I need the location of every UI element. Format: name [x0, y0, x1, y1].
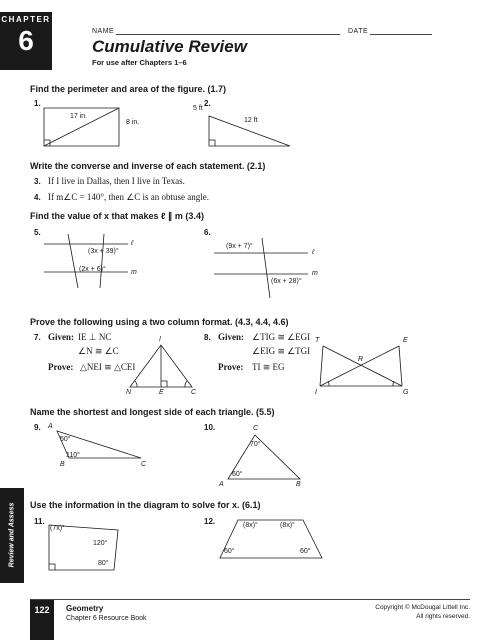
problem-number: 1. [34, 99, 41, 108]
problem-number: 8. [204, 333, 211, 342]
section-heading-solve-x: Use the information in the diagram to solve for x. (6.1) [30, 500, 261, 510]
point-label-c: C [253, 425, 259, 432]
proof-8-prove-label: Prove: [218, 362, 244, 372]
figure-2-leg-label: 5 ft [193, 105, 203, 112]
figure-12-angle-3: 60° [224, 548, 235, 555]
figure-9-angle-b: 110° [66, 452, 80, 459]
proof-8-given-label: Given: [218, 332, 244, 342]
point-label-n: N [126, 389, 132, 396]
problem-number: 5. [34, 228, 41, 237]
figure-12-angle-2: (8x)° [280, 522, 295, 529]
page-subtitle: For use after Chapters 1–6 [92, 58, 187, 67]
section-heading-converse: Write the converse and inverse of each statement. (2.1) [30, 161, 266, 171]
proof-7-given-label: Given: [48, 332, 74, 342]
figure-5-angle-a: (3x + 39)° [88, 248, 119, 255]
point-label-e: E [403, 337, 408, 344]
figure-6-line-l: ℓ [312, 249, 315, 256]
problem-number: 6. [204, 228, 211, 237]
page-title: Cumulative Review [92, 37, 247, 56]
figure-9-angle-a: 50° [60, 436, 71, 443]
footer-divider [30, 599, 470, 600]
problem-number: 2. [204, 99, 211, 108]
point-label-i: I [315, 389, 317, 396]
footer-copyright: Copyright © McDougal Littell Inc. [375, 604, 470, 611]
proof-7-given-1: IE ⊥ NC [78, 332, 112, 342]
problem-number: 12. [204, 517, 216, 526]
figure-11-angle-1: (7x)° [50, 525, 65, 532]
point-label-a: A [219, 481, 224, 488]
date-label: DATE [348, 28, 369, 35]
figure-10-angle-a: 60° [232, 471, 243, 478]
point-label-c: C [191, 389, 197, 396]
point-label-b: B [296, 481, 301, 488]
point-label-a: A [48, 423, 53, 430]
section-heading-perimeter: Find the perimeter and area of the figure. (1.7) [30, 84, 227, 94]
footer-rights: All rights reserved. [416, 613, 470, 620]
section-heading-triangle-sides: Name the shortest and longest side of each triangle. (5.5) [30, 407, 275, 417]
point-label-i: I [159, 336, 161, 343]
problem-number: 3. [34, 177, 41, 186]
point-label-t: T [315, 337, 320, 344]
chapter-number: 6 [18, 25, 34, 56]
problem-number: 10. [204, 423, 216, 432]
point-label-c: C [141, 461, 147, 468]
figure-2-hyp-label: 12 ft [244, 117, 258, 124]
figure-11-angle-2: 120° [93, 540, 108, 547]
point-label-b: B [60, 461, 65, 468]
figure-6-angle-b: (6x + 28)° [271, 278, 302, 285]
figure-1-length-label: 17 in. [70, 113, 88, 120]
proof-7-given-2: ∠N ≅ ∠C [78, 346, 119, 356]
footer-resource: Chapter 6 Resource Book [66, 615, 147, 622]
proof-7-prove-label: Prove: [48, 362, 74, 372]
name-label: NAME [92, 28, 115, 35]
proof-8-prove: TI ≅ EG [252, 362, 285, 372]
problem-number: 9. [34, 423, 41, 432]
statement-4: If m∠C = 140°, then ∠C is an obtuse angle. [48, 192, 210, 202]
figure-6-line-m: m [312, 270, 318, 277]
proof-8-given-1: ∠TIG ≅ ∠EGI [252, 332, 311, 342]
figure-1-width-label: 8 in. [126, 119, 140, 126]
figure-5-angle-b: (2x + 6)° [79, 266, 106, 273]
side-tab-label: Review and Assess [8, 502, 16, 568]
problem-number: 7. [34, 333, 41, 342]
statement-3: If I live in Dallas, then I live in Texas. [48, 176, 185, 186]
proof-8-given-2: ∠EIG ≅ ∠TGI [252, 346, 311, 356]
figure-11-angle-3: 80° [98, 560, 109, 567]
page-number: 122 [30, 600, 54, 640]
footer-book: Geometry [66, 604, 104, 613]
section-heading-proofs: Prove the following using a two column format. (4.3, 4.4, 4.6) [30, 317, 289, 327]
figure-6-angle-a: (9x + 7)° [226, 243, 253, 250]
point-label-r: R [358, 356, 364, 363]
problem-number: 11. [34, 517, 45, 526]
section-heading-parallel: Find the value of x that makes ℓ ∥ m (3.4) [30, 211, 204, 221]
figure-10-angle-c: 70° [250, 441, 261, 448]
point-label-g: G [403, 389, 409, 396]
chapter-word: CHAPTER [1, 15, 51, 24]
figure-5-line-m: m [131, 269, 137, 276]
problem-number: 4. [34, 193, 41, 202]
proof-7-prove: △NEI ≅ △CEI [80, 362, 136, 372]
figure-12-angle-4: 60° [300, 548, 311, 555]
figure-5-line-l: ℓ [131, 240, 134, 247]
figure-12-angle-1: (8x)° [243, 522, 258, 529]
point-label-e: E [159, 389, 164, 396]
